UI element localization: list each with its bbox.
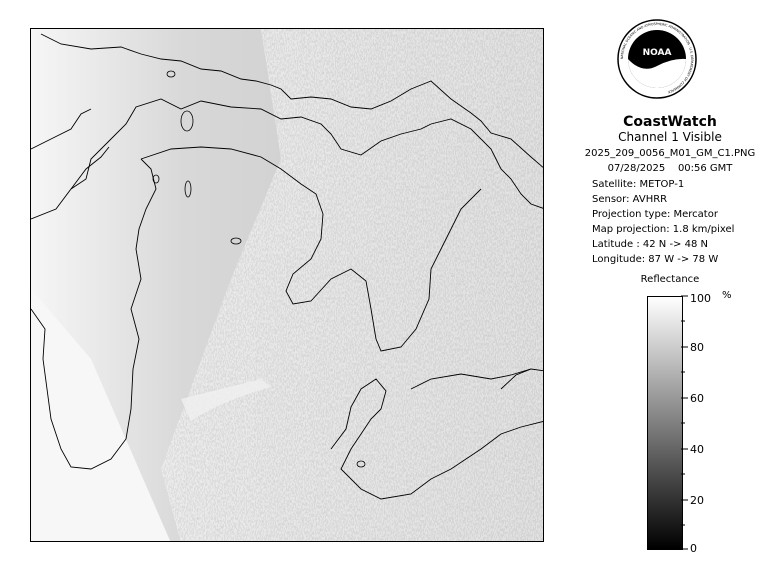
date-label: 07/28/2025 <box>607 163 666 174</box>
noaa-logo <box>616 18 698 100</box>
tick-80: 80 <box>690 341 704 354</box>
unit-label: % <box>722 290 732 301</box>
tick-40: 40 <box>690 443 704 456</box>
satellite-map[interactable] <box>30 28 544 542</box>
projection-type-label: Projection type: Mercator <box>592 209 718 220</box>
channel-label: Channel 1 Visible <box>618 130 722 144</box>
filename-label: 2025_209_0056_M01_GM_C1.PNG <box>584 148 756 159</box>
satellite-label: Satellite: METOP-1 <box>592 179 685 190</box>
logo-ring-text: NATIONAL OCEANIC AND ATMOSPHERIC ADMINISTRATION · U.S. DEPARTMENT OF COMMERCE <box>619 21 695 95</box>
map-projection-label: Map projection: 1.8 km/pixel <box>592 224 735 235</box>
sensor-label: Sensor: AVHRR <box>592 194 668 205</box>
legend-title: Reflectance <box>640 274 700 285</box>
datetime-line <box>566 161 774 176</box>
tick-0: 0 <box>690 542 697 555</box>
latitude-label: Latitude : 42 N -> 48 N <box>592 239 708 250</box>
map-image <box>31 29 544 542</box>
tick-100: 100 <box>690 292 711 305</box>
reflectance-colorbar <box>647 296 683 550</box>
time-label: 00:56 GMT <box>677 163 733 174</box>
longitude-label: Longitude: 87 W -> 78 W <box>592 254 719 265</box>
logo-text: NOAA <box>642 48 672 58</box>
colorbar-ticks <box>681 294 691 552</box>
brand-title: CoastWatch <box>623 114 717 130</box>
tick-60: 60 <box>690 392 704 405</box>
tick-20: 20 <box>690 494 704 507</box>
